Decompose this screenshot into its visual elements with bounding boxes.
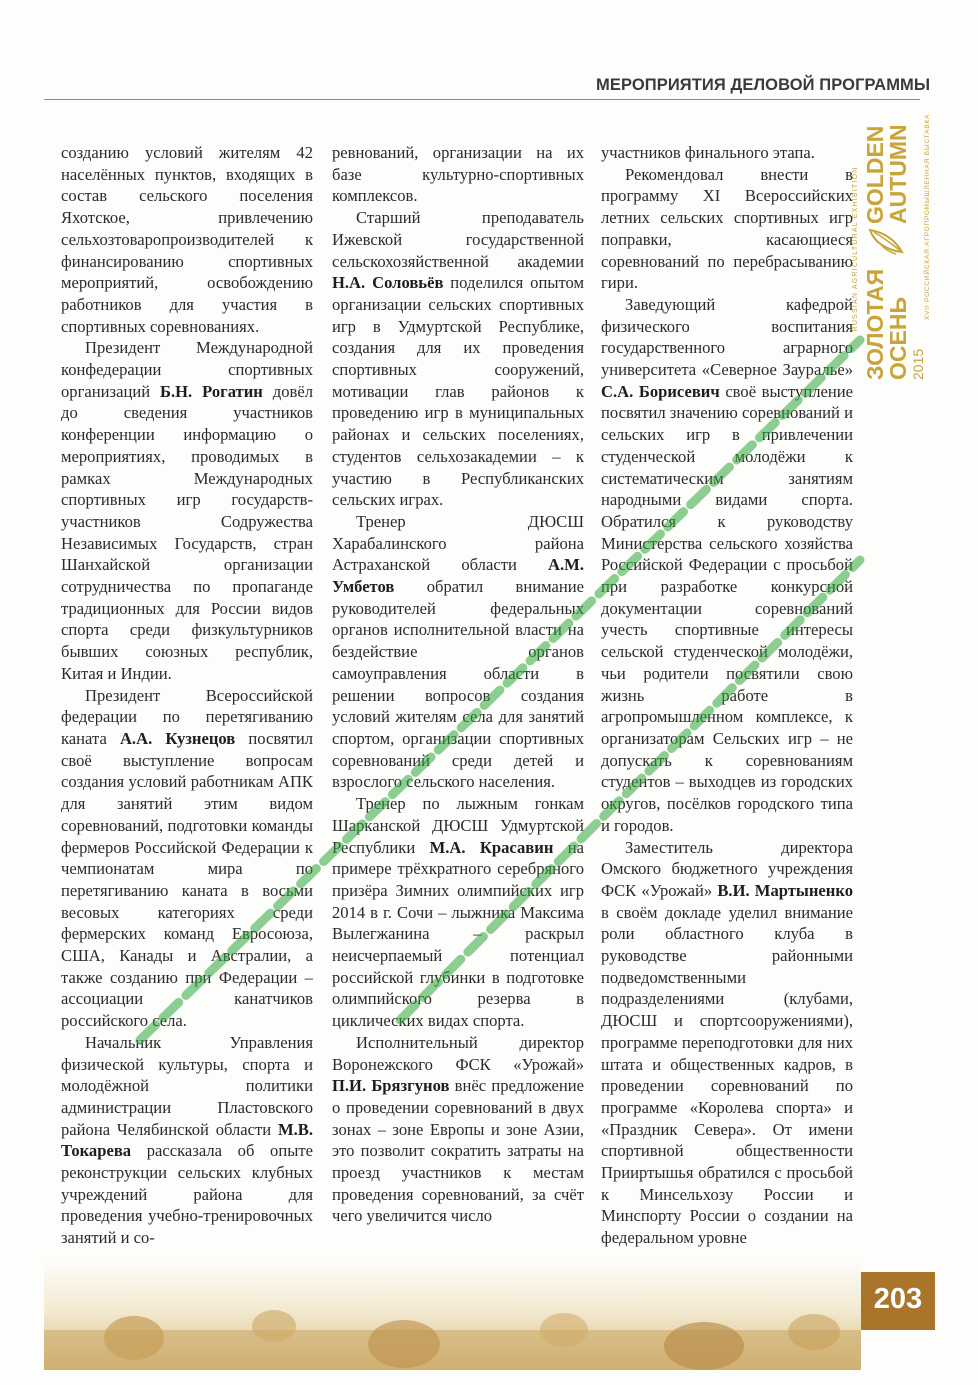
logo-year: 2015 (910, 348, 926, 380)
paragraph (332, 142, 584, 207)
paragraph (61, 337, 313, 684)
paragraph (601, 294, 853, 837)
speaker-name: А.А. Кузнецов (119, 728, 236, 748)
hay-field-decoration (44, 1260, 861, 1370)
paragraph-text: Исполнительный директор Воронежского ФСК «Урожай» (332, 1032, 584, 1074)
speaker-name: С.А. Борисевич (601, 381, 720, 401)
text-column-2 (332, 142, 584, 1272)
text-column-1 (61, 142, 313, 1272)
paragraph-text: участников финального этапа. (601, 143, 815, 162)
logo-ru-title (864, 260, 914, 380)
paragraph-text: поделился опытом организации сельских спортивных игр в Удмуртской Республике, создания для их проведения спортивных сооружений, мотивации глав районов к проведению игр в муниципальных районах и сельских поселениях, студентов сельхозакадемии – к участию в Республиканских сельских играх. (332, 273, 584, 510)
logo-ru-line1: ЗОЛОТАЯ (862, 268, 888, 380)
paragraph (332, 207, 584, 511)
paragraph-text: посвятил своё выступление вопросам создания условий работникам АПК для занятий этим видом соревнований, подготовки команды фермеров Российской Федерации к чемпионатам мира по перетягиванию каната в восьми весовых категориях среди фермерских команд Евросоюза, США, Канады и Австралии, а также созданию при Федерации – ассоциации канатчиков российского села. (61, 728, 313, 1031)
paragraph-text: Президент Всероссийской федерации по перетягиванию каната (61, 685, 313, 748)
section-header: МЕРОПРИЯТИЯ ДЕЛОВОЙ ПРОГРАММЫ (596, 76, 931, 94)
paragraph (61, 1032, 313, 1249)
paragraph (601, 142, 853, 164)
header-rule (44, 99, 920, 100)
paragraph-text: рассказала об опыте реконструкции сельских клубных учреждений района для проведения учебно-тренировочных занятий и со- (61, 1141, 313, 1248)
paragraph-text: Тренер по лыжным гонкам Шарканской ДЮСШ Удмуртской Республики (332, 794, 584, 857)
paragraph (601, 837, 853, 1249)
logo-en-line1: GOLDEN (862, 125, 888, 224)
logo-top-line: RUSSIAN AGRICULTURAL EXHIBITION (852, 166, 859, 332)
paragraph-text: Начальник Управления физической культуры, спорта и молодёжной политики администрации Пластовского района Челябинской области (61, 1032, 313, 1139)
paragraph-text: Тренер ДЮСШ Харабалинского района Астраханской области (332, 511, 584, 575)
speaker-name: В.И. Мартыненко (717, 880, 853, 900)
paragraph-text: внёс предложение о проведении соревнований в двух зонах – зоне Европы и зоне Азии, это позволит сократить затраты на проезд участников к местам проведения соревнований, за счёт чего увеличится число (332, 1076, 584, 1226)
speaker-name: М.А. Красавин (429, 837, 554, 857)
speaker-name: Б.Н. Рогатин (160, 381, 263, 401)
speaker-name: Н.А. Соловьёв (332, 273, 444, 293)
leaf-icon (866, 226, 906, 256)
paragraph (61, 142, 313, 337)
speaker-name: М.В. Токарева (61, 1119, 313, 1161)
paragraph (332, 511, 584, 793)
speaker-name: А.М. Умбетов (332, 555, 584, 597)
exhibition-logo (852, 108, 934, 390)
paragraph-text: довёл до сведения участников конференции информацию о мероприятиях, проводимых в рамках Международных спортивных игр государств-участников Содружества Независимых Государств, стран Шанхайской организации сотрудничества по пропаганде традиционных для России видов спорта среди физкультурников бывших союзных республик, Китая и Индии. (61, 381, 313, 683)
speaker-name: П.И. Брязгунов (332, 1076, 450, 1096)
paragraph-text: Старший преподаватель Ижевской государственной сельскохозяйственной академии (332, 208, 584, 271)
paragraph (601, 164, 853, 294)
paragraph-text: Заведующий кафедрой физического воспитания государственного аграрного университета «Северное Зауралье» (601, 294, 853, 380)
text-column-3 (601, 142, 853, 1272)
paragraph (332, 793, 584, 1032)
logo-en-line2: AUTUMN (885, 124, 911, 224)
paragraph-text: обратил внимание руководителей федеральных органов исполнительной власти на бездействие органов самоуправления области в решении вопросов создания условий жителям села для занятий спортом, организации спортивных соревнований среди детей и взрослого сельского населения. (332, 577, 584, 792)
paragraph-text: Президент Международной конфедерации спортивных организаций (61, 338, 313, 401)
logo-en-title (864, 114, 914, 224)
logo-ru-line2: ОСЕНЬ (885, 297, 911, 380)
paragraph-text: своё выступление посвятил значению соревнований и сельских игр в привлечении студенческой молодёжи к систематическим занятиям народными видами спорта. Обратился к руководству Министерства сельского хозяйства Российской Федерации с просьбой при разработке конкурсной документации соревнований учесть спортивные интересы сельской студенческой молодёжи, чьи родители посвятили свою жизнь работе в агропромышленном комплексе, к организаторам Сельских игр – не допускать к соревнованиям студентов – выходцев из городских округов, посёлков городского типа и городов. (601, 381, 853, 835)
paragraph-text: на примере трёхкратного серебряного призёра Зимних олимпийских игр 2014 в г. Сочи – лыжника Максима Вылегжанина – раскрыл неисчерпаемый потенциал российской глубинки в подготовке олимпийского резерва в циклических видах спорта. (332, 837, 584, 1031)
paragraph-text: Заместитель директора Омского бюджетного учреждения ФСК «Урожай» (601, 837, 853, 900)
paragraph-text: ревнований, организации на их базе культурно-спортивных комплексов. (332, 143, 584, 206)
paragraph (332, 1032, 584, 1227)
paragraph-text: в своём докладе уделил внимание роли областного клуба в руководстве районными подведомственными подразделениями (клубами, ДЮСШ и спортсооружениями), программе переподготовки для них штата и общественных кадров, в проведении соревнований по программе «Королева спорта» и «Праздник Севера». От имени спортивной общественности Прииртышья обратился с просьбой к Минсельхозу России и Минспорту России о создании на федеральном уровне (601, 902, 853, 1248)
logo-bottom-line: XVII РОССИЙСКАЯ АГРОПРОМЫШЛЕННАЯ ВЫСТАВКА (924, 113, 931, 320)
paragraph (61, 685, 313, 1032)
paragraph-text: созданию условий жителям 42 населённых пунктов, входящих в состав сельского поселения Яхотское, привлечению сельхозтоваропроизводителей к финансированию спортивных мероприятий, освобождению работников для участия в спортивных соревнованиях. (61, 143, 313, 336)
page-number: 203 (873, 1283, 923, 1315)
paragraph-text: Рекомендовал внести в программу XI Всероссийских летних сельских спортивных игр поправки, касающиеся соревнований по перебрасыванию гири. (601, 164, 853, 293)
